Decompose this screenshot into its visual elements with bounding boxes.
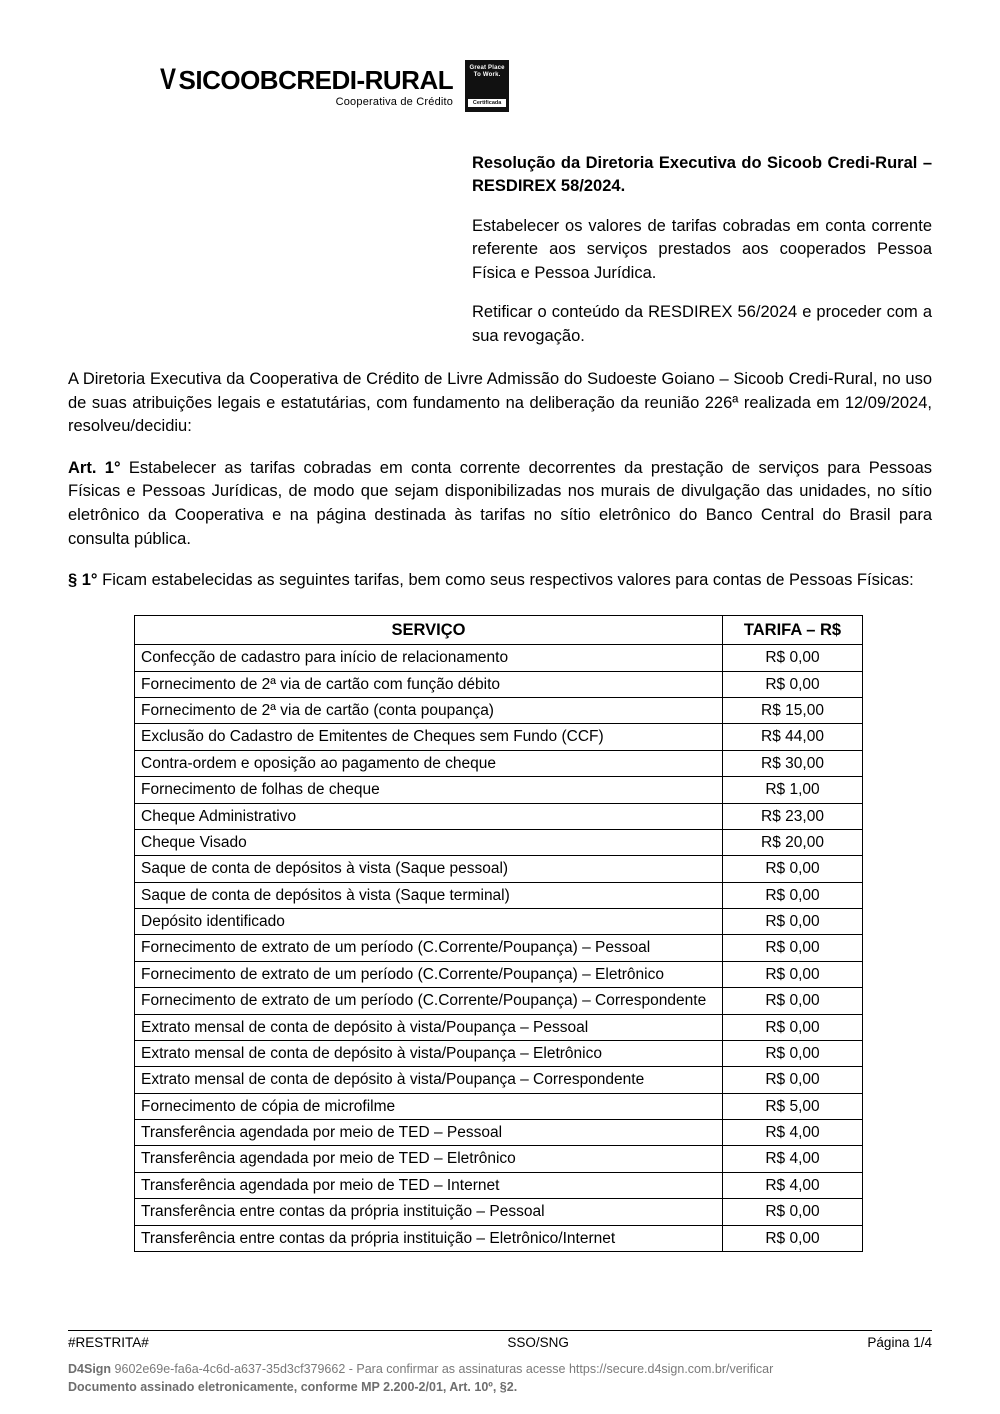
table-row [135,1093,863,1119]
title-block [472,152,932,348]
table-row [135,777,863,803]
table-row [135,698,863,724]
table-row [135,1067,863,1093]
cell-tariff: R$ 0,00 [723,1040,863,1066]
d4sign-line-2 [68,1378,932,1396]
cell-service: Transferência entre contas da própria instituição – Eletrônico/Internet [135,1225,723,1251]
paragraph-1-text: Ficam estabelecidas as seguintes tarifas, bem como seus respectivos valores para contas de Pessoas Físicas: [97,571,914,590]
cell-tariff: R$ 0,00 [723,988,863,1014]
logo-tagline: Cooperativa de Crédito [335,95,454,108]
cell-tariff: R$ 5,00 [723,1093,863,1119]
table-header-row [135,615,863,645]
table-row [135,935,863,961]
resolution-purpose-2: Retificar o conteúdo da RESDIREX 56/2024 e proceder com a sua revogação. [472,303,932,345]
intro-paragraph: A Diretoria Executiva da Cooperativa de Crédito de Livre Admissão do Sudoeste Goiano – Sicoob Credi-Rural, no uso de suas atribuições legais e estatutárias, com fundamento na deliberação da reunião 226ª realizada em 12/09/2024, resolveu/decidiu: [68,369,932,436]
footer-left-label: #RESTRITA# [68,1335,149,1350]
cell-tariff: R$ 0,00 [723,645,863,671]
cell-tariff: R$ 20,00 [723,829,863,855]
fees-table [134,615,863,1252]
table-row [135,1014,863,1040]
cell-tariff: R$ 0,00 [723,1014,863,1040]
d4sign-hash-text: 9602e69e-fa6a-4c6d-a637-35d3cf379662 - Para confirmar as assinaturas acesse https://secure.d4sign.com.br/verificar [111,1361,774,1376]
column-header-tariff: TARIFA – R$ [723,615,863,645]
table-row [135,645,863,671]
cell-service: Exclusão do Cadastro de Emitentes de Cheques sem Fundo (CCF) [135,724,723,750]
great-place-to-work-badge [465,60,509,112]
logo-brand-text: SICOOBCREDI-RURAL [178,64,454,95]
logo-v-icon: V [159,62,176,96]
sicoob-logo [158,60,509,112]
table-row [135,909,863,935]
cell-tariff: R$ 0,00 [723,909,863,935]
cell-tariff: R$ 0,00 [723,671,863,697]
table-row [135,724,863,750]
cell-service: Fornecimento de cópia de microfilme [135,1093,723,1119]
cell-service: Confecção de cadastro para início de relacionamento [135,645,723,671]
d4sign-legal-text: Documento assinado eletronicamente, conforme MP 2.200-2/01, Art. 10º, §2. [68,1379,518,1394]
cell-tariff: R$ 23,00 [723,803,863,829]
cell-tariff: R$ 44,00 [723,724,863,750]
cell-service: Extrato mensal de conta de depósito à vista/Poupança – Pessoal [135,1014,723,1040]
cell-service: Transferência agendada por meio de TED – Pessoal [135,1120,723,1146]
table-row [135,988,863,1014]
cell-service: Transferência agendada por meio de TED – Eletrônico [135,1146,723,1172]
cell-service: Fornecimento de extrato de um período (C.Corrente/Poupança) – Correspondente [135,988,723,1014]
cell-service: Depósito identificado [135,909,723,935]
gptw-bottom-text: Certificada [468,99,506,107]
resolution-purpose-1: Estabelecer os valores de tarifas cobradas em conta corrente referente aos serviços prestados aos cooperados Pessoa Física e Pessoa Jurídica. [472,216,932,282]
cell-tariff: R$ 0,00 [723,856,863,882]
cell-service: Fornecimento de 2ª via de cartão com função débito [135,671,723,697]
cell-tariff: R$ 4,00 [723,1146,863,1172]
table-row [135,1172,863,1198]
table-row [135,961,863,987]
logo-text-group [158,62,454,108]
cell-tariff: R$ 0,00 [723,1067,863,1093]
article-1-text: Estabelecer as tarifas cobradas em conta corrente decorrentes da prestação de serviços para Pessoas Físicas e Pessoas Jurídicas, de modo que sejam disponibilizadas nos murais de divulgação das unidades, no sítio eletrônico da Cooperativa e na página destinada às tarifas no sítio eletrônico do Banco Central do Brasil para consulta pública. [68,458,932,548]
cell-service: Transferência agendada por meio de TED – Internet [135,1172,723,1198]
table-row [135,1199,863,1225]
cell-tariff: R$ 0,00 [723,1199,863,1225]
cell-tariff: R$ 0,00 [723,1225,863,1251]
cell-service: Saque de conta de depósitos à vista (Saque terminal) [135,882,723,908]
cell-tariff: R$ 1,00 [723,777,863,803]
cell-service: Cheque Visado [135,829,723,855]
cell-service: Fornecimento de folhas de cheque [135,777,723,803]
table-row [135,671,863,697]
table-row [135,1040,863,1066]
cell-service: Saque de conta de depósitos à vista (Saque pessoal) [135,856,723,882]
cell-service: Contra-ordem e oposição ao pagamento de cheque [135,750,723,776]
article-1-label: Art. 1° [68,458,121,477]
paragraph-1 [68,569,932,593]
cell-service: Fornecimento de extrato de um período (C.Corrente/Poupança) – Pessoal [135,935,723,961]
table-row [135,1225,863,1251]
cell-tariff: R$ 15,00 [723,698,863,724]
gptw-top-text: Great Place To Work. [469,65,505,78]
header-logo-row [68,60,932,130]
d4sign-line-1 [68,1360,932,1378]
cell-service: Extrato mensal de conta de depósito à vista/Poupança – Correspondente [135,1067,723,1093]
footer-page-number: Página 1/4 [867,1335,932,1350]
cell-tariff: R$ 30,00 [723,750,863,776]
resolution-heading: Resolução da Diretoria Executiva do Sicoob Credi-Rural – RESDIREX 58/2024. [472,154,932,196]
cell-tariff: R$ 4,00 [723,1120,863,1146]
cell-service: Cheque Administrativo [135,803,723,829]
table-row [135,1146,863,1172]
table-row [135,1120,863,1146]
table-row [135,882,863,908]
table-row [135,829,863,855]
cell-service: Fornecimento de extrato de um período (C.Corrente/Poupança) – Eletrônico [135,961,723,987]
table-row [135,803,863,829]
column-header-service: SERVIÇO [135,615,723,645]
cell-tariff: R$ 0,00 [723,935,863,961]
cell-tariff: R$ 0,00 [723,961,863,987]
footer-center-label: SSO/SNG [507,1335,569,1350]
cell-service: Fornecimento de 2ª via de cartão (conta poupança) [135,698,723,724]
article-1-paragraph [68,457,932,551]
d4sign-label: D4Sign [68,1361,112,1376]
cell-service: Extrato mensal de conta de depósito à vista/Poupança – Eletrônico [135,1040,723,1066]
page-footer [68,1330,932,1350]
table-row [135,750,863,776]
d4sign-signature-stamp [68,1360,932,1396]
table-row [135,856,863,882]
cell-tariff: R$ 4,00 [723,1172,863,1198]
paragraph-1-label: § 1° [68,571,98,590]
cell-service: Transferência entre contas da própria instituição – Pessoal [135,1199,723,1225]
logo-wordmark [158,62,454,96]
cell-tariff: R$ 0,00 [723,882,863,908]
